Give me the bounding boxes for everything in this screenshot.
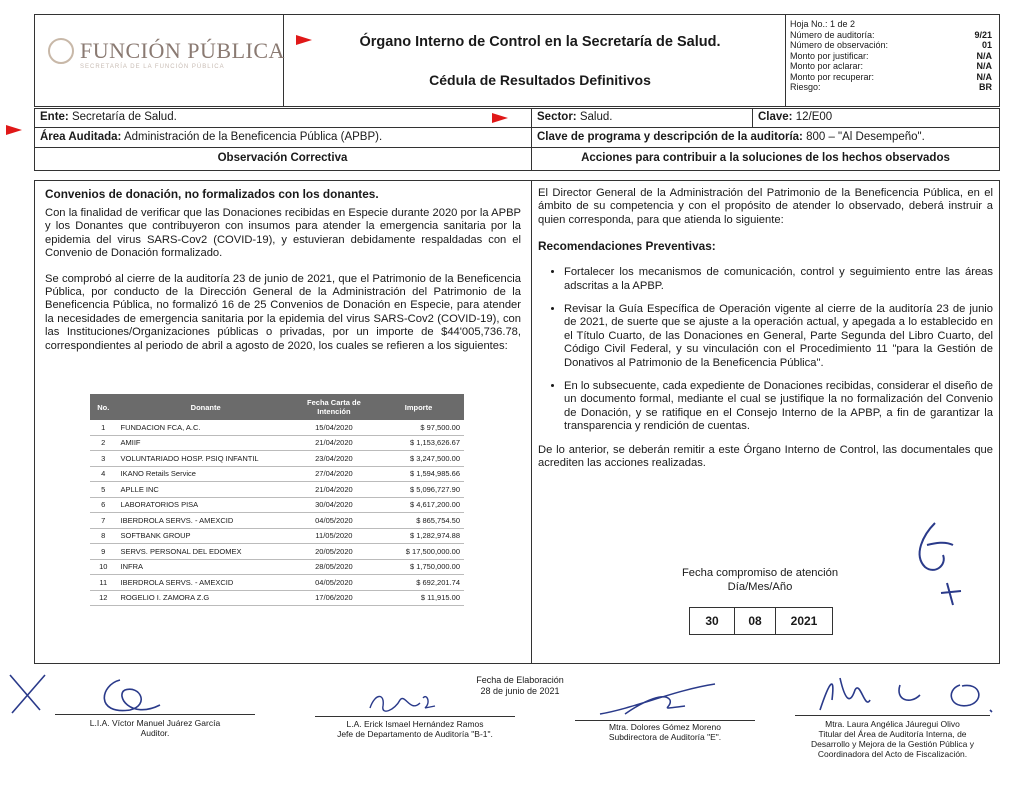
signature-4-name: Mtra. Laura Angélica Jáuregui Olivo (825, 719, 960, 729)
programa-label: Clave de programa y descripción de la auditoría: (537, 131, 803, 143)
area-value: Administración de la Beneficencia Pública (APBP). (123, 131, 383, 143)
table-row (90, 451, 464, 467)
cell-no: 4 (90, 466, 117, 482)
programa-cell (533, 129, 998, 145)
table-row (90, 590, 464, 606)
table-header-row (90, 394, 464, 420)
cell-no: 2 (90, 435, 117, 451)
recommendations-list (538, 266, 993, 433)
signature-3-role: Subdirectora de Auditoría "E". (608, 732, 722, 742)
cell-no: 11 (90, 575, 117, 591)
commitment-day: 30 (690, 608, 735, 634)
clave-label: Clave: (758, 111, 793, 123)
table-row (90, 575, 464, 591)
cell-donante: FUNDACION FCA, A.C. (117, 420, 295, 435)
cell-importe: $ 865,754.50 (373, 513, 464, 529)
observation-paragraph-2: Se comprobó al cierre de la auditoría 23 de junio de 2021, que el Patrimonio de la Beneficencia Pública, por conducto de la Dirección General de la Administración del Patrimonio de la Beneficencia Pública, no formalizó 16 de 25 Convenios de Donación en Especie, para atender la necesidades de emergencia sanitaria por la epidemia del virus SARS-Cov2 (COVID-19), con las Instituciones/Organizaciones públicas o privadas, por un importe de $44'005,736.78, correspondientes al periodo de abril a agosto de 2020, los cuales se refieren a los siguientes: (45, 272, 521, 352)
info-hline-2 (34, 147, 1000, 148)
recommendations-title: Recomendaciones Preventivas: (538, 239, 716, 254)
signature-1-block (40, 718, 270, 738)
cell-fecha: 21/04/2020 (295, 435, 373, 451)
right-intro: El Director General de la Administración del Patrimonio de la Beneficencia Pública, en el ámbito de su competencia y con el propósito de atender lo observado, deberá instruir a quien corresponda, para que atienda lo siguiente: (538, 187, 993, 226)
cell-fecha: 21/04/2020 (295, 482, 373, 498)
info-hline-1 (34, 127, 1000, 128)
observacion-heading: Observación Correctiva (217, 152, 348, 164)
meta-row (790, 51, 992, 62)
cell-no: 6 (90, 497, 117, 513)
cell-no: 10 (90, 559, 117, 575)
meta-value: 01 (981, 40, 992, 50)
signature-2-line (315, 716, 515, 717)
table-row (90, 497, 464, 513)
table-row (90, 435, 464, 451)
left-column (45, 187, 521, 353)
cell-no: 1 (90, 420, 117, 435)
observation-title: Convenios de donación, no formalizados con los donantes. (45, 187, 379, 201)
sector-value: Salud. (579, 111, 613, 123)
meta-row (790, 82, 992, 93)
cell-fecha: 23/04/2020 (295, 451, 373, 467)
cell-importe: $ 1,153,626.67 (373, 435, 464, 451)
sector-cell (533, 109, 748, 125)
cell-donante: IBERDROLA SERVS. - AMEXCID (117, 575, 295, 591)
signature-1-line (55, 714, 255, 715)
elaboracion-label: Fecha de Elaboración (476, 675, 564, 685)
meta-label: Monto por aclarar: (790, 61, 864, 71)
signature-1-role: Auditor. (140, 728, 170, 738)
body-vline (531, 180, 532, 664)
programa-value: 800 – "Al Desempeño". (806, 131, 925, 143)
commitment-date-box (689, 607, 833, 635)
meta-block (790, 19, 992, 93)
ente-label: Ente: (40, 111, 69, 123)
right-column (538, 187, 993, 471)
col-header-donante: Donante (117, 394, 295, 420)
meta-label: Monto por justificar: (790, 50, 869, 61)
table-row (90, 544, 464, 560)
table-row (90, 482, 464, 498)
signature-4-role-2: Desarrollo y Mejora de la Gestión Pública y (811, 739, 974, 749)
observation-paragraph-1: Con la finalidad de verificar que las Donaciones recibidas en Especie durante 2020 por la APBP y los Donantes que contribuyeron con insumos para atender la emergencia sanitaria por la epidemia del virus SARS-Cov2 (COVID-19), y estuvieran debidamente respaldadas con el Convenio de Donación formalizado. (45, 207, 521, 260)
cell-fecha: 28/05/2020 (295, 559, 373, 575)
clave-value: 12/E00 (795, 111, 833, 123)
cell-fecha: 04/05/2020 (295, 513, 373, 529)
meta-label: Número de auditoría: (790, 29, 875, 40)
cell-fecha: 15/04/2020 (295, 420, 373, 435)
ente-value: Secretaría de Salud. (71, 111, 177, 123)
cell-fecha: 04/05/2020 (295, 575, 373, 591)
info-vline-clave (752, 108, 753, 127)
cell-importe: $ 1,594,985.66 (373, 466, 464, 482)
signature-4-role: Titular del Área de Auditoría Interna, de (818, 729, 967, 739)
signature-2-block (300, 719, 530, 739)
commitment-year: 2021 (790, 614, 818, 628)
marker-arrow-sector (492, 113, 508, 123)
meta-hoja: Hoja No.: 1 de 2 (790, 19, 856, 29)
logo-subtext: SECRETARÍA DE LA FUNCIÓN PÚBLICA (80, 64, 225, 70)
signature-1-name: L.I.A. Víctor Manuel Juárez García (89, 718, 221, 728)
info-vline (531, 108, 532, 171)
cell-importe: $ 17,500,000.00 (373, 544, 464, 560)
cell-importe: $ 1,282,974.88 (373, 528, 464, 544)
table-row (90, 466, 464, 482)
recommendation-item: • En lo subsecuente, cada expediente de Donaciones recibidas, considerar el diseño de un documento formal, mediante el cual se justifique la no formalización del Convenio de Donación, y se ratifique en el Consejo Interno de la APBP, a fin de garantizar la transparencia y rendición de cuentas. (564, 380, 993, 434)
table-row (90, 559, 464, 575)
col-header-importe: Importe (373, 394, 464, 420)
logo-emblem (48, 38, 74, 64)
commitment-date-format: Día/Mes/Año (727, 581, 793, 593)
sector-label: Sector: (537, 111, 577, 123)
meta-row (790, 61, 992, 72)
cell-donante: VOLUNTARIADO HOSP. PSIQ INFANTIL (117, 451, 295, 467)
meta-label: Monto por recuperar: (790, 71, 875, 82)
cell-no: 8 (90, 528, 117, 544)
cell-donante: SERVS. PERSONAL DEL EDOMEX (117, 544, 295, 560)
meta-value: 9/21 (974, 29, 992, 40)
cell-donante: IBERDROLA SERVS. - AMEXCID (117, 513, 295, 529)
header-title: Órgano Interno de Control en la Secretaría de Salud. (359, 34, 721, 50)
cell-importe: $ 4,617,200.00 (373, 497, 464, 513)
closing-paragraph: De lo anterior, se deberán remitir a este Órgano Interno de Control, las documentales que acrediten las acciones realizadas. (538, 443, 993, 470)
donations-table (90, 394, 464, 606)
acciones-heading: Acciones para contribuir a la soluciones de los hechos observados (581, 152, 950, 164)
cell-importe: $ 692,201.74 (373, 575, 464, 591)
commitment-date-label: Fecha compromiso de atención (681, 567, 839, 579)
area-label: Área Auditada: (40, 131, 122, 143)
cell-donante: APLLE INC (117, 482, 295, 498)
cell-importe: $ 97,500.00 (373, 420, 464, 435)
signature-1-mark (0, 665, 200, 725)
table-row (90, 513, 464, 529)
meta-value: BR (979, 82, 992, 92)
clave-cell (754, 109, 994, 125)
cell-fecha: 20/05/2020 (295, 544, 373, 560)
signature-2-name: L.A. Erick Ismael Hernández Ramos (346, 719, 484, 729)
col-header-no: No. (90, 394, 117, 420)
meta-value: N/A (976, 50, 992, 61)
cell-no: 7 (90, 513, 117, 529)
cell-importe: $ 1,750,000.00 (373, 559, 464, 575)
table-row (90, 420, 464, 435)
cell-donante: SOFTBANK GROUP (117, 528, 295, 544)
signature-4-line (795, 715, 990, 716)
area-cell (36, 129, 529, 145)
elaboracion-date: 28 de junio de 2021 (480, 686, 560, 696)
meta-row (790, 30, 992, 41)
signature-4-block (780, 719, 1005, 759)
cell-no: 3 (90, 451, 117, 467)
cell-donante: LABORATORIOS PISA (117, 497, 295, 513)
signature-3-mark (595, 680, 725, 720)
cell-fecha: 11/05/2020 (295, 528, 373, 544)
signature-2-role: Jefe de Departamento de Auditoría "B-1". (337, 729, 493, 739)
cell-importe: $ 5,096,727.90 (373, 482, 464, 498)
signature-3-line (575, 720, 755, 721)
cell-fecha: 17/06/2020 (295, 590, 373, 606)
cell-importe: $ 11,915.00 (373, 590, 464, 606)
cell-no: 9 (90, 544, 117, 560)
cell-importe: $ 3,247,500.00 (373, 451, 464, 467)
cell-donante: AMIIF (117, 435, 295, 451)
recommendation-item: • Fortalecer los mecanismos de comunicación, control y seguimiento entre las áreas adscritas a la APBP. (564, 266, 993, 293)
meta-row (790, 40, 992, 51)
handwritten-initials (905, 515, 965, 610)
cell-donante: ROGELIO I. ZAMORA Z.G (117, 590, 295, 606)
meta-label: Número de observación: (790, 40, 889, 50)
cell-fecha: 30/04/2020 (295, 497, 373, 513)
col-header-fecha: Fecha Carta de Intención (295, 394, 373, 420)
signature-4-role-3: Coordinadora del Acto de Fiscalización. (817, 749, 968, 759)
meta-row (790, 72, 992, 83)
table-row (90, 528, 464, 544)
cell-donante: IKANO Retails Service (117, 466, 295, 482)
meta-value: N/A (976, 61, 992, 71)
commitment-month: 08 (735, 608, 776, 634)
cell-no: 12 (90, 590, 117, 606)
cell-donante: INFRA (117, 559, 295, 575)
logo-text: FUNCIÓN PÚBLICA (80, 38, 285, 63)
cell-no: 5 (90, 482, 117, 498)
cell-fecha: 27/04/2020 (295, 466, 373, 482)
signature-4-mark (810, 670, 1000, 720)
marker-arrow-area (6, 125, 22, 135)
meta-label: Riesgo: (790, 82, 821, 92)
signature-3-block (560, 722, 770, 742)
ente-cell (36, 109, 526, 125)
recommendation-item: • Revisar la Guía Específica de Operación vigente al cierre de la auditoría 23 de junio de 2021, de suerte que se ajuste a la operación actual, y apegada a lo establecido en el Título Cuarto, de las Donaciones en General, Parte Segunda del Libro Cuarto, del Código Civil Federal, y su vinculación con el Procedimiento 11 "para la Gestión de Donativos al Patrimonio de la Beneficencia Pública". (564, 303, 993, 370)
header-subtitle: Cédula de Resultados Definitivos (429, 72, 651, 88)
meta-value: N/A (976, 71, 992, 82)
signature-3-name: Mtra. Dolores Gómez Moreno (609, 722, 721, 732)
